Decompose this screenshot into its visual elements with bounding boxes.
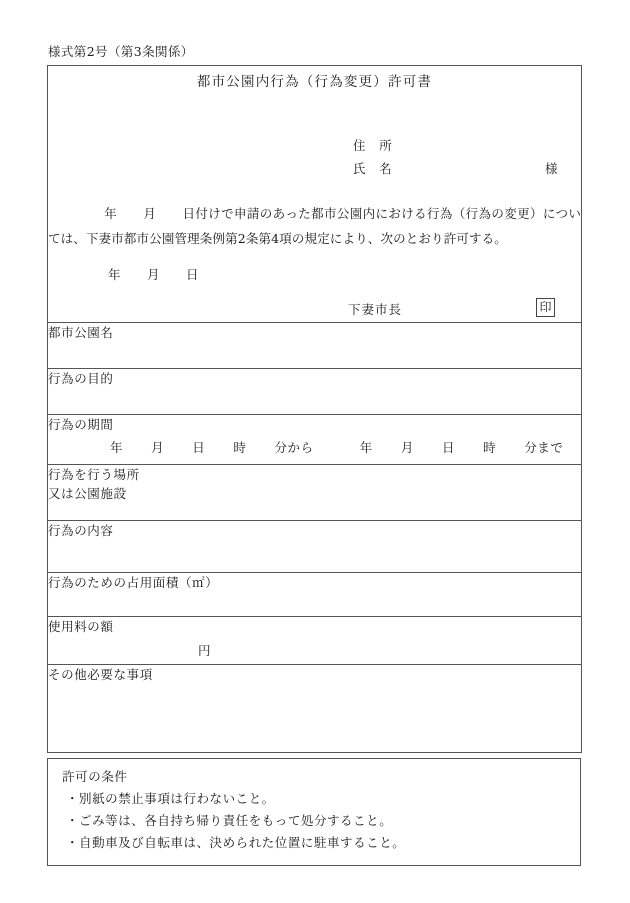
period-from-month: 月: [151, 440, 165, 456]
issue-year-label: 年: [108, 267, 122, 282]
addressee-block: [48, 134, 581, 180]
field-purpose[interactable]: [48, 369, 582, 415]
period-to-year: 年: [359, 440, 373, 456]
field-label: 都市公園名: [48, 325, 114, 340]
table-row: [48, 617, 582, 665]
field-label: 使用料の額: [48, 619, 114, 634]
application-year-label: 年: [104, 206, 118, 222]
issuer-label: 下妻市長: [348, 302, 403, 317]
field-label: 行為の目的: [48, 371, 114, 386]
table-row: [48, 521, 582, 573]
permit-conditions-box: [47, 758, 581, 866]
issue-day-label: 日: [186, 267, 200, 282]
field-other-matters[interactable]: [48, 665, 582, 753]
field-location[interactable]: [48, 465, 582, 521]
page-title: 都市公園内行為（行為変更）許可書: [196, 74, 433, 90]
field-label: 行為の期間: [48, 417, 114, 432]
header-row: [48, 66, 582, 323]
header-cell: [48, 66, 582, 323]
name-label: 氏 名: [353, 161, 393, 177]
field-label: その他必要な事項: [48, 667, 153, 682]
field-period[interactable]: [48, 415, 582, 465]
period-from-hour: 時: [233, 440, 247, 456]
issue-month-label: 月: [147, 267, 161, 282]
period-from-minute: 分から: [274, 440, 314, 456]
application-month-label: 月: [143, 206, 157, 222]
table-row: [48, 369, 582, 415]
field-usage-fee[interactable]: [48, 617, 582, 665]
form-number: 様式第2号（第3条関係）: [48, 44, 194, 59]
condition-item: ・自動車及び自転車は、決められた位置に駐車すること。: [66, 834, 406, 850]
period-to-day: 日: [441, 440, 456, 456]
condition-item: ・別紙の禁止事項は行わないこと。: [66, 791, 275, 806]
condition-item: ・ごみ等は、各自持ち帰り責任をもって処分すること。: [66, 812, 393, 828]
permit-form-table: [47, 65, 582, 753]
seal-stamp-icon: 印: [536, 298, 555, 317]
period-sub-line: [48, 438, 581, 457]
field-label: 行為を行う場所: [48, 467, 140, 482]
issue-date-line: [48, 265, 581, 283]
body-text-main: 日付けで申請のあった都市公園内における行為（行為の変更）については、下妻市都市公園管理条例第2条第4項の規定により、次のとおり許可する。: [48, 206, 581, 246]
fee-currency-unit: 円: [198, 643, 212, 659]
table-row: [48, 415, 582, 465]
honorific-label: 様: [545, 161, 559, 177]
field-park-name[interactable]: [48, 323, 582, 369]
body-paragraph: [48, 202, 581, 251]
conditions-title: 許可の条件: [62, 769, 128, 784]
field-label: 行為の内容: [48, 523, 114, 538]
table-row: [48, 573, 582, 617]
period-to-month: 月: [400, 440, 414, 456]
period-to-hour: 時: [483, 440, 497, 456]
field-label: 行為のための占用面積（㎡）: [48, 575, 219, 590]
period-from-day: 日: [192, 440, 206, 456]
addressee-address-row: [353, 134, 581, 157]
field-occupied-area[interactable]: [48, 573, 582, 617]
table-row: [48, 323, 582, 369]
table-row: [48, 465, 582, 521]
addressee-name-row: [353, 157, 581, 180]
period-from-year: 年: [110, 440, 124, 456]
signature-line: [48, 300, 581, 322]
address-label: 住 所: [353, 138, 393, 153]
period-to-minute: 分まで: [524, 440, 564, 456]
field-label-line2: 又は公園施設: [48, 486, 127, 502]
field-activity-content[interactable]: [48, 521, 582, 573]
table-row: [48, 665, 582, 753]
